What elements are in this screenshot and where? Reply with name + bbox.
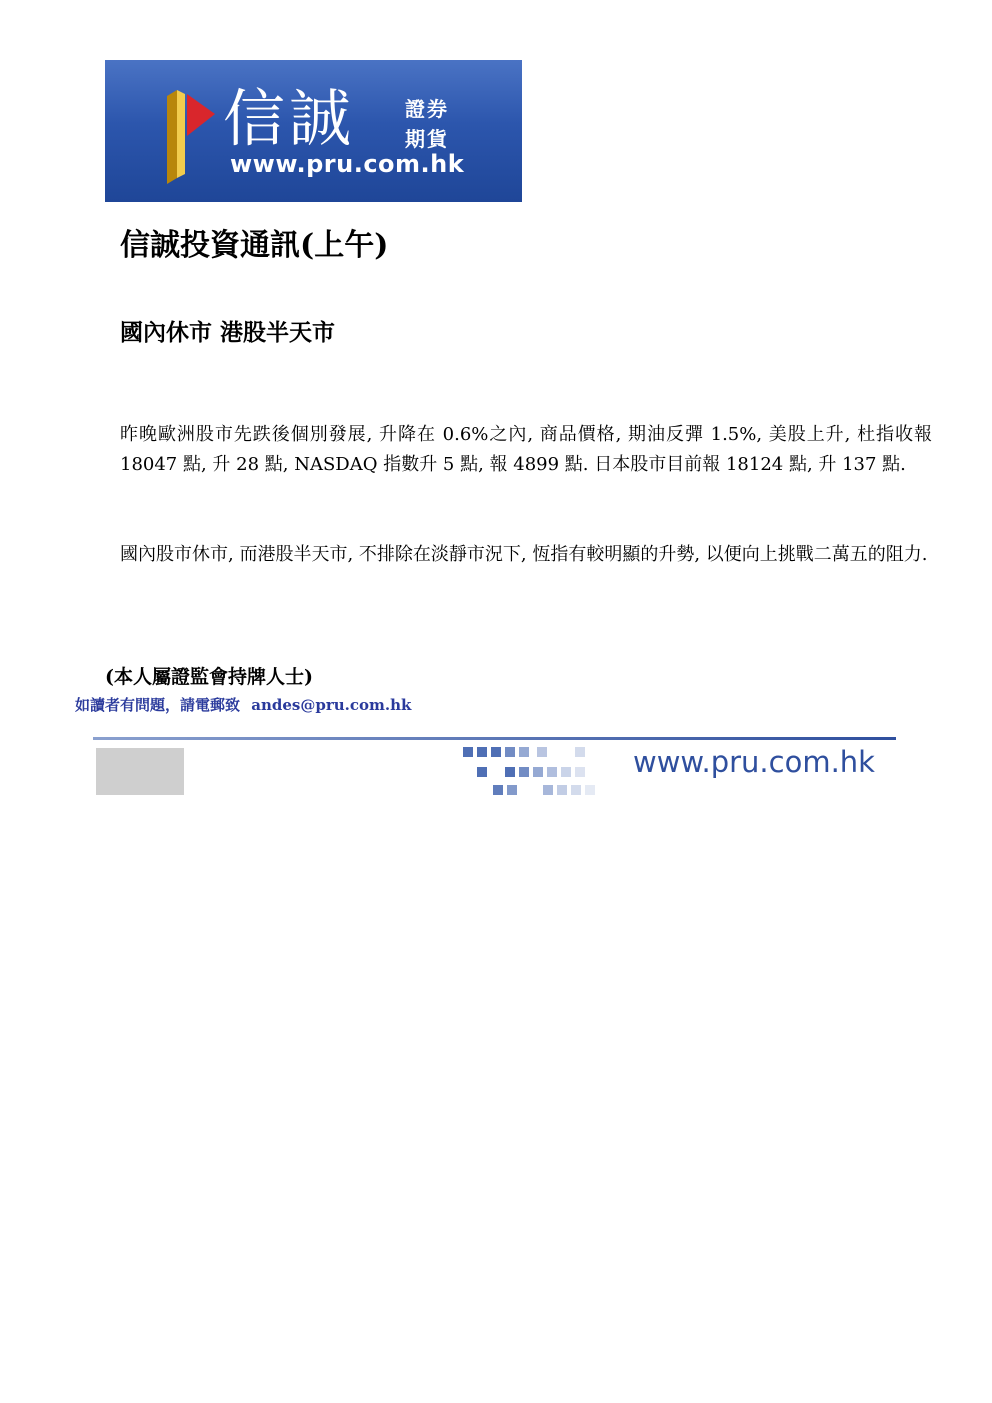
headline: 國內休市 港股半天市: [120, 319, 336, 346]
paragraph-market-overview: 昨晚歐洲股市先跌後個別發展, 升降在 0.6%之內, 商品價格, 期油反彈 1.5%, 美股上升, 杜指收報 18047 點, 升 28 點, NASDAQ 指數升 5 點, 報 4899 點. 日本股市目前報 18124 點, 升 137 點.: [120, 424, 932, 475]
logo-url: www.pru.com.hk: [230, 150, 465, 178]
logo-banner: [105, 60, 522, 202]
footer-divider: [93, 737, 896, 740]
license-note: (本人屬證監會持牌人士): [105, 666, 313, 688]
contact-prefix: 如讀者有問題，請電郵致: [75, 696, 241, 714]
contact-line: [75, 694, 411, 715]
footer-placeholder-box: [96, 748, 184, 795]
contact-email-link[interactable]: andes@pru.com.hk: [251, 696, 412, 714]
logo-subtext: [405, 94, 475, 154]
logo-text: 信誠: [223, 82, 356, 155]
footer-banner: [93, 737, 896, 799]
pixel-squares-icon: [433, 745, 633, 799]
logo-subtext-bottom: 期貨: [405, 127, 449, 151]
footer-url: www.pru.com.hk: [633, 745, 875, 779]
logo-subtext-top: 證券: [405, 97, 449, 121]
document-title: 信誠投資通訊(上午): [120, 228, 389, 263]
paragraph-local-market: 國內股市休市, 而港股半天市, 不排除在淡靜市況下, 恆指有較明顯的升勢, 以便向上挑戰二萬五的阻力.: [120, 544, 928, 565]
